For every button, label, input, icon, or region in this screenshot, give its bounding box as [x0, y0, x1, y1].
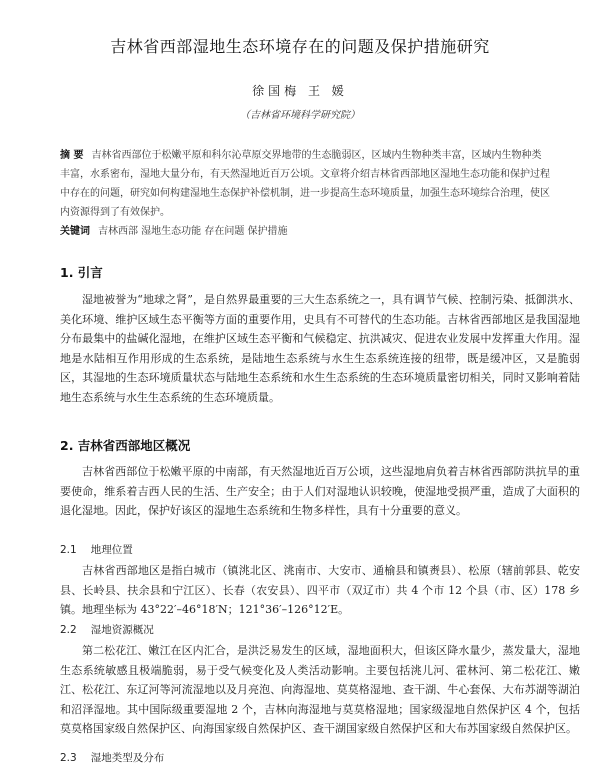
authors: 徐国梅 王 媛 — [252, 84, 348, 98]
section-heading-overview: 2. 吉林省西部地区概况 — [60, 438, 191, 453]
subsection-title: 湿地类型及分布 — [90, 752, 165, 764]
subsection-title: 地理位置 — [90, 544, 133, 556]
paragraph-overview: 吉林省西部位于松嫩平原的中南部，有天然湿地近百万公顷，这些湿地肩负着吉林省西部防洪抗旱的重要使命，维系着吉西人民的生活、生产安全；由于人们对湿地认识较晚，使湿地受损严重，造成了大面积的退化湿地。因此，保护好该区的湿地生态系统和生物多样性，具有十分重要的意义。 — [60, 465, 580, 517]
affiliation: （吉林省环境科学研究院） — [240, 110, 360, 121]
subsection-heading-location — [60, 542, 133, 557]
abstract — [60, 146, 550, 222]
abstract-text: 吉林省西部位于松嫩平原和科尔沁草原交界地带的生态脆弱区，区域内生物种类丰富，区域内生物种类丰富，水系密布，湿地大量分布，有天然湿地近百万公顷。文章将介绍吉林省西部地区湿地生态功能和保护过程中存在的问题，研究如何构建湿地生态保护补偿机制，进一步提高生态环境质量，加强生态环境综合治理，使区内资源得到了有效保护。 — [60, 150, 550, 218]
keywords-label: 关键词 — [60, 226, 90, 237]
keywords-text: 吉林西部 湿地生态功能 存在问题 保护措施 — [98, 226, 288, 237]
paper-title: 吉林省西部湿地生态环境存在的问题及保护措施研究 — [110, 37, 490, 56]
subsection-heading-resources — [60, 622, 154, 637]
paragraph-intro: 湿地被誉为“地球之肾”，是自然界最重要的三大生态系统之一，具有调节气候、控制污染、抵御洪水、美化环境、维护区域生态平衡等方面的重要作用，史具有不可替代的生态功能。吉林省西部地区是我国湿地分布最集中的盐碱化湿地，在维护区域生态平衡和气候稳定、抗洪减灾、促进农业发展中发挥重大作用。湿地是水陆相互作用形成的生态系统，是陆地生态系统与水生生态系统连接的纽带，既是缓冲区，又是脆弱区，其湿地的生态环境质量状态与陆地生态系统和水生生态系统的生态环境质量密切相关，同时又影响着陆地生态系统与水生生态系统的生态环境质量。 — [60, 293, 580, 404]
subsection-number: 2.3 — [60, 752, 77, 764]
abstract-label: 摘 要 — [60, 150, 84, 161]
keywords — [60, 222, 550, 237]
paragraph-location: 吉林省西部地区是指白城市（镇洮北区、洮南市、大安市、通榆县和镇赉县）、松原（辖前郭县、乾安县、长岭县、扶余县和宁江区）、长春（农安县）、四平市（双辽市）共 4 个市 12 个县（市、区）178 乡镇。地理坐标为 43°22′–46°18′N；121°36′–126°12′E。 — [60, 564, 580, 616]
paragraph-resources: 第二松花江、嫩江在区内汇合，是洪泛易发生的区域，湿地面积大，但该区降水量少，蒸发量大，湿地生态系统敏感且极端脆弱，易于受气候变化及人类活动影响。主要包括洮儿河、霍林河、第二松花江、嫩江、松花江、东辽河等河流湿地以及月亮泡、向海湿地、莫莫格湿地、查干湖、牛心套保、大布苏湖等湖泊和沼泽湿地。其中国际级重要湿地 2 个，吉林向海湿地与莫莫格湿地；国家级湿地自然保护区 4 个，包括莫莫格国家级自然保护区、向海国家级自然保护区、查干湖国家级自然保护区和大布苏国家级自然保护区。 — [60, 644, 580, 735]
subsection-number: 2.2 — [60, 624, 77, 636]
subsection-number: 2.1 — [60, 544, 77, 556]
subsection-title: 湿地资源概况 — [90, 624, 154, 636]
section-heading-intro: 1. 引言 — [60, 265, 103, 280]
subsection-heading-types — [60, 750, 164, 765]
